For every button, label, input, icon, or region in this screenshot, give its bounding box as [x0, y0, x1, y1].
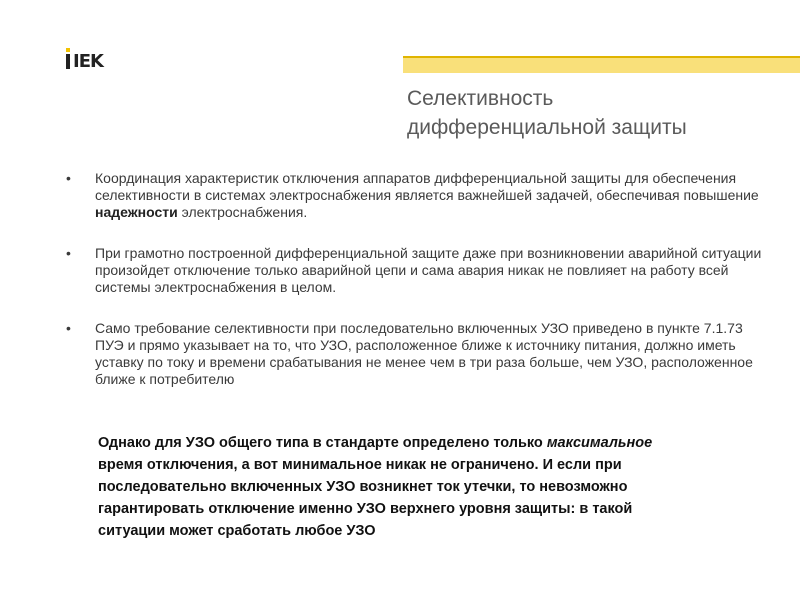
logo-text: IEK — [73, 51, 103, 72]
slide-title-line1: Селективность — [407, 87, 554, 110]
logo-mark — [66, 54, 70, 69]
bullet-1-text-after: электроснабжения. — [177, 204, 308, 220]
slide-title — [407, 84, 687, 142]
bullet-item-2 — [66, 245, 766, 296]
bullet-1-bold-word: надежности — [95, 204, 178, 220]
note-text-before: Однако для УЗО общего типа в стандарте определено только — [98, 435, 547, 451]
note-text-after: время отключения, а вот минимальное никак не ограничено. И если при последовательно включенных УЗО возникнет ток утечки, то невозможно гарантировать отключение именно УЗО верхнего уровня защиты: в такой ситуации может сработать любое УЗО — [98, 457, 633, 539]
header-accent-bar — [403, 56, 800, 73]
highlight-note — [98, 432, 698, 542]
bullet-list — [66, 170, 766, 412]
iek-logo — [66, 51, 103, 72]
bullet-3-text: Само требование селективности при последовательно включенных УЗО приведено в пункте 7.1.73 ПУЭ и прямо указывает на то, что УЗО, расположенное ближе к источнику питания, должно иметь уставку по току и времени срабатывания не менее чем в три раза больше, чем УЗО, расположенное ближе к потребителю — [95, 320, 753, 387]
bullet-1-text-before: Координация характеристик отключения аппаратов дифференциальной защиты для обеспечения селективности в системах электроснабжения является важнейшей задачей, обеспечивая повышение — [95, 170, 759, 203]
slide-title-line2: дифференциальной защиты — [407, 116, 687, 139]
note-italic-word: максимальное — [546, 435, 653, 451]
bullet-item-3 — [66, 320, 766, 388]
bullet-2-text: При грамотно построенной дифференциальной защите даже при возникновении аварийной ситуации произойдет отключение только аварийной цепи и сама авария никак не повлияет на работу всей системы электроснабжения в целом. — [95, 245, 762, 295]
bullet-item-1 — [66, 170, 766, 221]
